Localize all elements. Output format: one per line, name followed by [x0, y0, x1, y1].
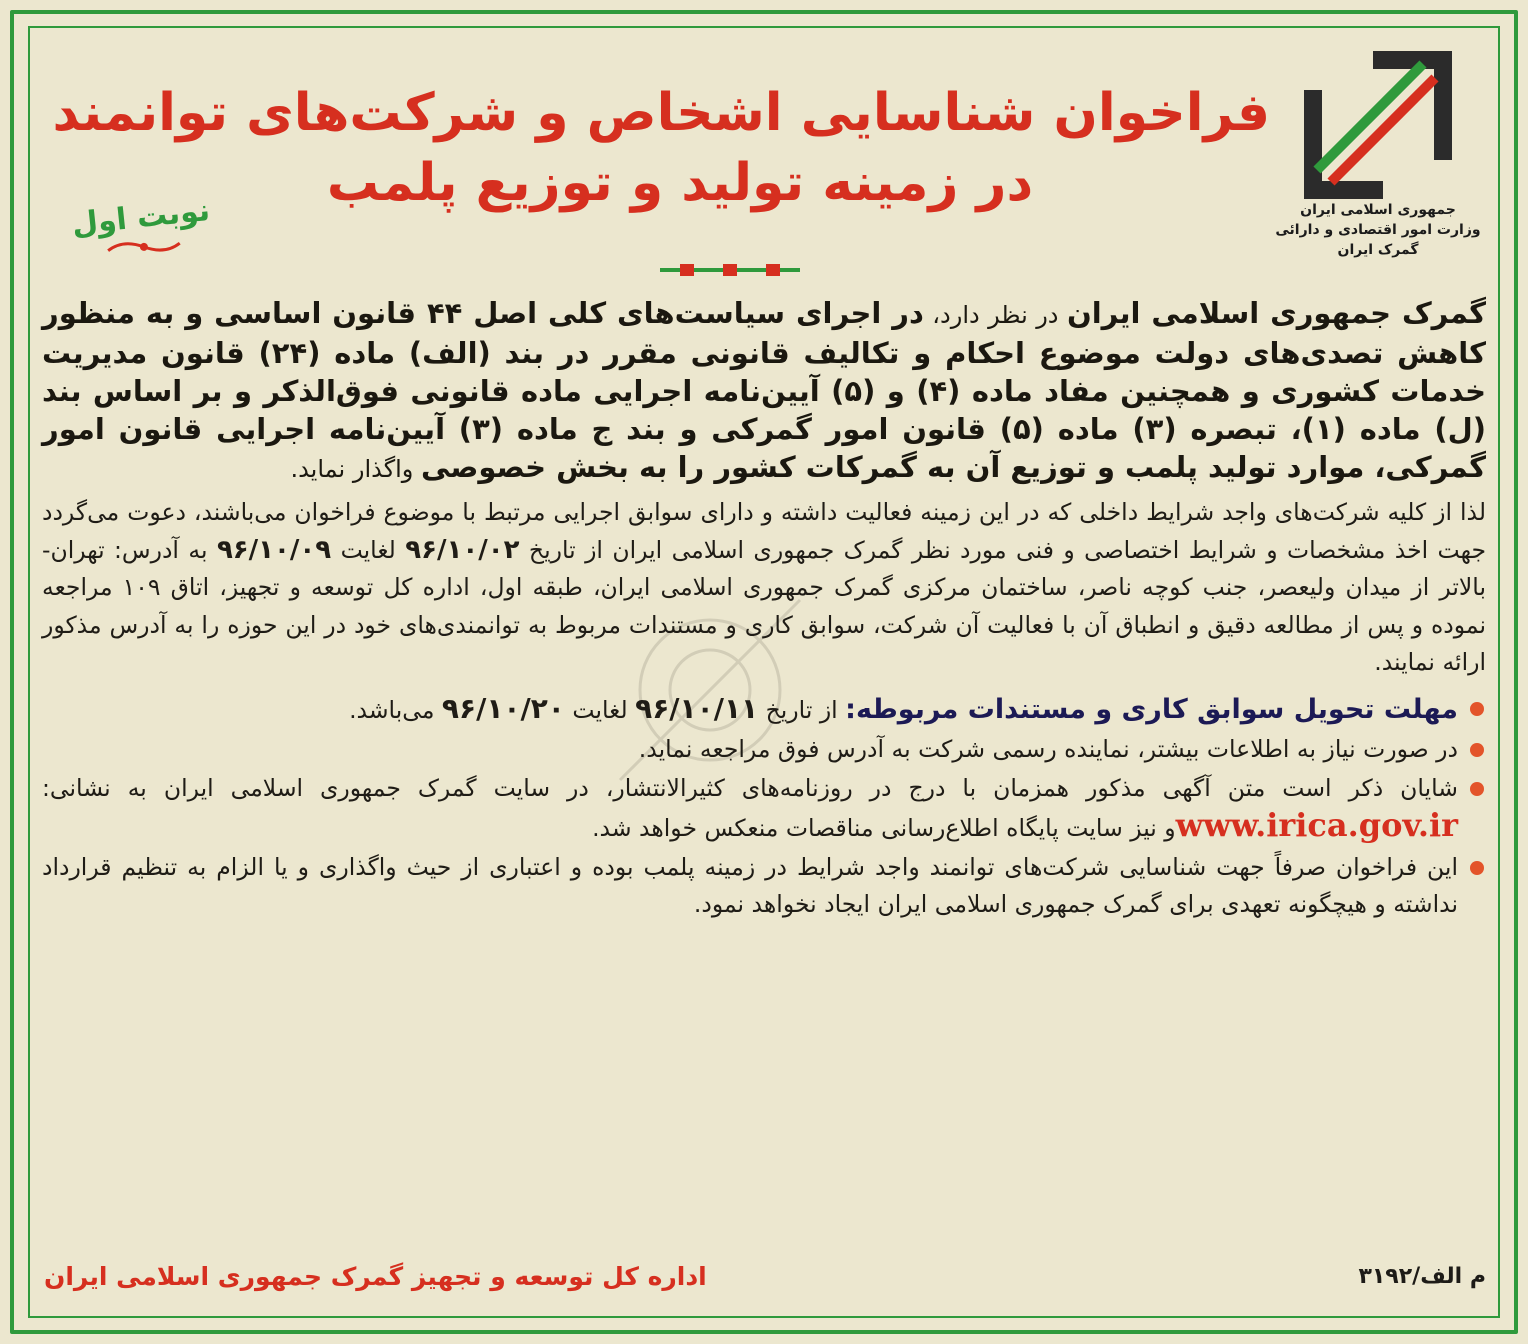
- customs-logo-icon: [1303, 50, 1453, 200]
- divider-ornament: [660, 262, 800, 278]
- disclaimer-text: این فراخوان صرفاً جهت شناسایی شرکت‌های توانمند واجد شرایط در زمینه پلمب بوده و اعتباری از حیث واگذاری و یا الزام به تنظیم قرارداد نداشته و هیچگونه تعهدی برای گمرک جمهوری اسلامی ایران ایجاد نخواهد نمود.: [42, 852, 1458, 918]
- badge-label: نوبت اول: [70, 192, 212, 243]
- customs-logo-block: [1268, 50, 1488, 290]
- deadline-part-1: از تاریخ: [758, 695, 846, 724]
- note-publication: [42, 770, 1486, 847]
- title-line-2: در زمینه تولید و توزیع پلمب: [326, 153, 1034, 213]
- bullet-dot-icon: [1470, 702, 1484, 716]
- deadline-label: مهلت تحویل سوابق کاری و مستندات مربوطه:: [845, 693, 1458, 725]
- publication-part-2: و نیز سایت پایگاه اطلاع‌رسانی مناقصات منعکس خواهد شد.: [592, 813, 1176, 842]
- title-line-1: فراخوان شناسایی اشخاص و شرکت‌های توانمند: [52, 83, 1270, 143]
- bullet-dot-icon: [1470, 861, 1484, 875]
- intro-mid: در نظر دارد،: [923, 301, 1067, 329]
- invitation-part-2: لغایت: [331, 535, 406, 564]
- paragraph-invitation: [42, 494, 1486, 682]
- intro-lead: گمرک جمهوری اسلامی ایران: [1066, 296, 1487, 330]
- ad-body: [42, 294, 1486, 925]
- paragraph-intro: [42, 294, 1486, 488]
- deadline-part-2: لغایت: [564, 695, 636, 724]
- note-disclaimer: [42, 849, 1486, 923]
- website-link[interactable]: www.irica.gov.ir: [1175, 805, 1458, 844]
- signature: اداره کل توسعه و تجهیز گمرک جمهوری اسلامی ایران: [44, 1262, 707, 1291]
- intro-main: در اجرای سیاست‌های کلی اصل ۴۴ قانون اساسی و به منظور کاهش تصدی‌های دولت موضوع احکام و تکالیف قانونی مقرر در بند (الف) ماده (۲۴) قانون مدیریت خدمات کشوری و همچنین مفاد ماده (۴) و (۵) آیین‌نامه اجرایی ماده قانونی فوق‌الذکر و بر اساس بند (ل) ماده (۱)، تبصره (۳) ماده (۵) قانون امور گمرکی و بند ج ماده (۳) آیین‌نامه اجرایی قانون امور گمرکی، موارد تولید پلمب و توزیع آن به گمرکات کشور را به بخش خصوصی: [42, 296, 1487, 484]
- logo-line-country: جمهوری اسلامی ایران: [1300, 202, 1456, 218]
- publication-part-1: شایان ذکر است متن آگهی مذکور همزمان با درج در روزنامه‌های کثیرالانتشار، در سایت گمرک جمهوری اسلامی ایران به نشانی:: [42, 773, 1458, 802]
- logo-line-customs: گمرک ایران: [1337, 242, 1419, 258]
- invitation-date-from: ۹۶/۱۰/۰۲: [405, 534, 520, 565]
- notes-list: [42, 690, 1486, 923]
- logo-line-ministry: وزارت امور اقتصادی و دارائی: [1275, 222, 1481, 238]
- intro-tail: واگذار نماید.: [290, 455, 422, 483]
- note-deadline: [42, 690, 1486, 729]
- deadline-date-from: ۹۶/۱۰/۱۱: [635, 691, 759, 725]
- ad-code: م الف/۳۱۹۲: [1358, 1264, 1486, 1289]
- invitation-date-to: ۹۶/۱۰/۰۹: [216, 534, 332, 565]
- note-more-info: [42, 731, 1486, 768]
- invitation-part-3: به آدرس: تهران- بالاتر از میدان ولیعصر، جنب کوچه ناصر، ساختمان مرکزی گمرک جمهوری اسلامی ایران، طبقه اول، اداره کل توسعه و تجهیز، اتاق ۱۰۹ مراجعه نموده و پس از مطالعه دقیق و انطباق آن با فعالیت آن شرکت، سوابق کاری و مستندات مربوط به توانمندی‌های خود در این حوزه را به آدرس مذکور ارائه نمایند.: [42, 535, 1486, 676]
- deadline-part-3: می‌باشد.: [349, 695, 442, 724]
- bullet-dot-icon: [1470, 743, 1484, 757]
- more-info-text: در صورت نیاز به اطلاعات بیشتر، نماینده رسمی شرکت به آدرس فوق مراجعه نماید.: [638, 734, 1458, 763]
- invitation-part-1: لذا از کلیه شرکت‌های واجد شرایط داخلی که در این زمینه فعالیت داشته و دارای سوابق اجرایی مرتبط با موضوع فراخوان می‌باشند، دعوت می‌گردد جهت اخذ مشخصات و شرایط اختصاصی و فنی مورد نظر گمرک جمهوری اسلامی ایران از تاریخ: [42, 498, 1486, 564]
- bullet-dot-icon: [1470, 782, 1484, 796]
- deadline-date-to: ۹۶/۱۰/۲۰: [441, 691, 565, 725]
